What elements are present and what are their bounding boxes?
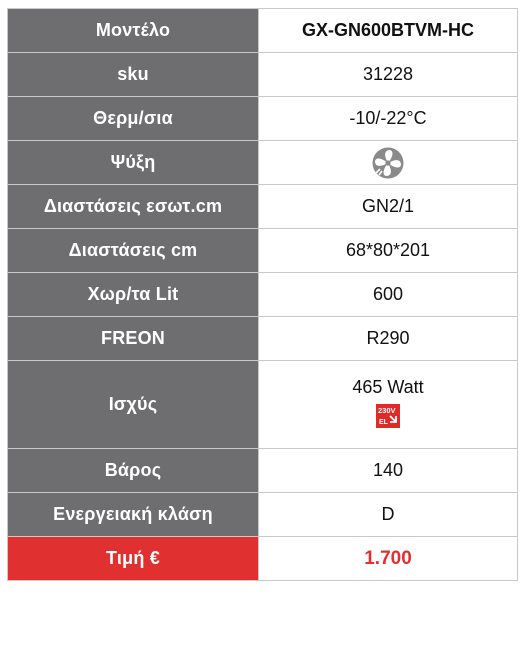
spec-value: 600: [259, 273, 518, 317]
spec-value: GN2/1: [259, 185, 518, 229]
spec-value: D: [259, 493, 518, 537]
spec-row-price: [8, 537, 518, 581]
spec-label: Ενεργειακή κλάση: [8, 493, 259, 537]
spec-row-power: [8, 361, 518, 449]
spec-label: Θερμ/σια: [8, 97, 259, 141]
spec-value: 68*80*201: [259, 229, 518, 273]
spec-label: Ψύξη: [8, 141, 259, 185]
spec-row-weight: [8, 449, 518, 493]
spec-label: Τιμή €: [8, 537, 259, 581]
spec-row-internal-dimensions: [8, 185, 518, 229]
price-value: 1.700: [259, 537, 518, 581]
spec-row-model: [8, 9, 518, 53]
spec-label: Διαστάσεις εσωτ.cm: [8, 185, 259, 229]
spec-value: [259, 361, 518, 449]
spec-value: 31228: [259, 53, 518, 97]
spec-row-cooling: [8, 141, 518, 185]
spec-value: GX-GN600BTVM-HC: [259, 9, 518, 53]
spec-row-temperature: [8, 97, 518, 141]
spec-label: Βάρος: [8, 449, 259, 493]
spec-label: Διαστάσεις cm: [8, 229, 259, 273]
spec-label: FREON: [8, 317, 259, 361]
fan-cooling-icon: [371, 146, 405, 180]
230v-plug-badge-icon: [376, 404, 400, 428]
spec-label: Μοντέλο: [8, 9, 259, 53]
spec-row-sku: [8, 53, 518, 97]
spec-label: Χωρ/τα Lit: [8, 273, 259, 317]
spec-value: 140: [259, 449, 518, 493]
spec-label: sku: [8, 53, 259, 97]
spec-row-freon: [8, 317, 518, 361]
badge-region-text: EL: [379, 418, 388, 426]
spec-row-energy-class: [8, 493, 518, 537]
spec-value: -10/-22°C: [259, 97, 518, 141]
spec-label: Ισχύς: [8, 361, 259, 449]
power-value: 465 Watt: [352, 376, 424, 397]
spec-row-dimensions: [8, 229, 518, 273]
spec-table: [7, 8, 518, 581]
spec-value: R290: [259, 317, 518, 361]
spec-row-capacity: [8, 273, 518, 317]
spec-value: [259, 141, 518, 185]
badge-voltage-text: 230V: [378, 405, 396, 415]
